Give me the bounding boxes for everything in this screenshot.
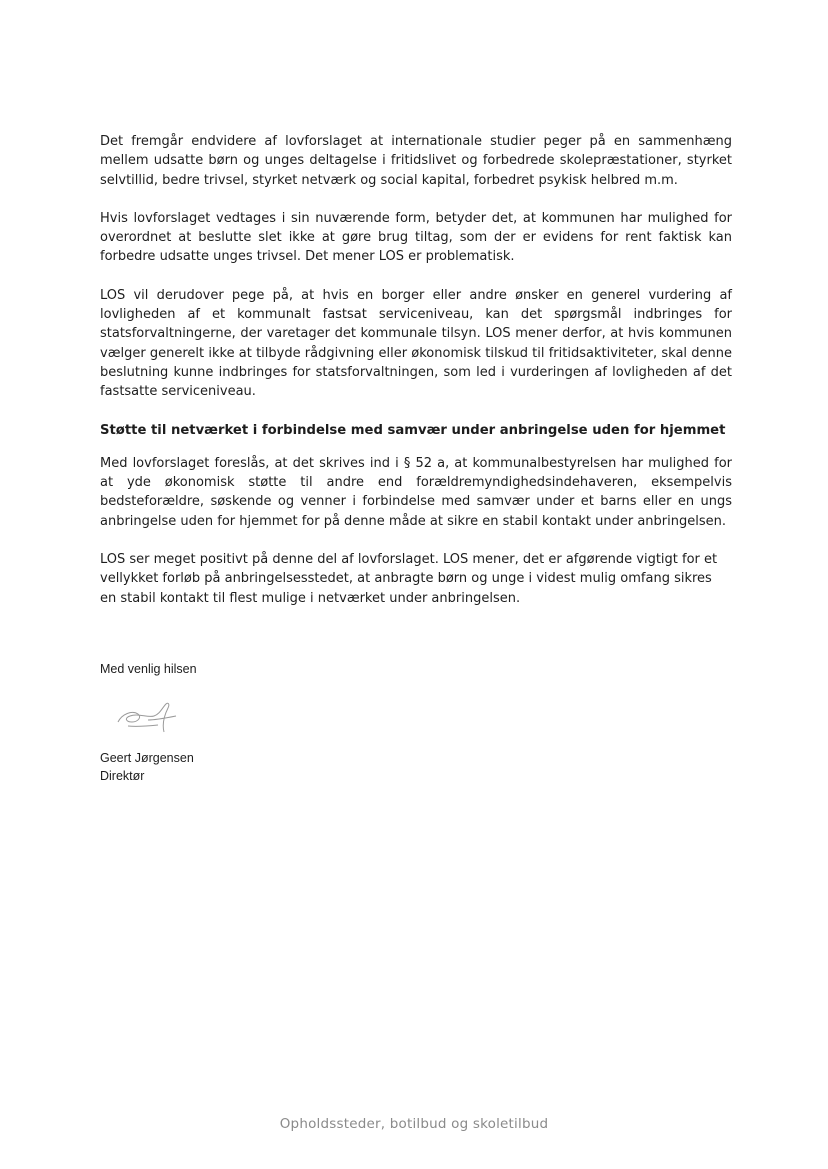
closing-greeting: Med venlig hilsen (100, 662, 197, 676)
letter-body (100, 132, 732, 627)
paragraph-proposal-52a: Med lovforslaget foreslås, at det skrives ind i § 52 a, at kommunalbestyrelsen har mulighed for at yde økonomisk støtte til andre end forældremyndighedsindehaveren, eksempelvis bedsteforældre, søskende og venner i forbindelse med samvær under et barns eller en ungs anbringelse uden for hjemmet for på denne måde at sikre en stabil kontakt under anbringelsen. (100, 455, 732, 529)
signer-block (100, 749, 194, 785)
footer-tagline: Opholdssteder, botilbud og skoletilbud (279, 1116, 549, 1132)
paragraph-adoption-consequence: Hvis lovforslaget vedtages i sin nuværende form, betyder det, at kommunen har mulighed for overordnet at beslutte slet ikke at gøre brug tiltag, som der er evidens for rent faktisk kan forbedre udsatte unges trivsel. Det mener LOS er problematisk. (100, 210, 732, 265)
signer-title: Direktør (100, 769, 145, 783)
signer-name: Geert Jørgensen (100, 751, 194, 765)
section-heading-network-support: Støtte til netværket i forbindelse med samvær under anbringelse uden for hjemmet (100, 422, 726, 438)
paragraph-legality-review: LOS vil derudover pege på, at hvis en borger eller andre ønsker en generel vurdering af lovligheden af et kommunalt fastsat serviceniveau, kan det spørgsmål indbringes for statsforvaltningerne, der varetager det kommunale tilsyn. LOS mener derfor, at hvis kommunen vælger generelt ikke at tilbyde rådgivning eller økonomisk tilskud til fritidsaktiviteter, skal denne beslutning kunne indbringes for statsforvaltningen, som led i vurderingen af lovligheden af det fastsatte serviceniveau. (100, 287, 732, 400)
paragraph-los-positive: LOS ser meget positivt på denne del af lovforslaget. LOS mener, det er afgørende vigtigt for et vellykket forløb på anbringelsesstedet, at anbragte børn og unge i videst mulig omfang sikres en stabil kontakt til flest mulige i netværket under anbringelsen. (100, 552, 718, 606)
paragraph-studies: Det fremgår endvidere af lovforslaget at internationale studier peger på en sammenhæng mellem udsatte børn og unges deltagelse i fritidslivet og forbedrede skolepræstationer, styrket selvtillid, bedre trivsel, styrket netværk og social kapital, forbedret psykisk helbred m.m. (100, 134, 732, 188)
signature-image (108, 692, 188, 742)
